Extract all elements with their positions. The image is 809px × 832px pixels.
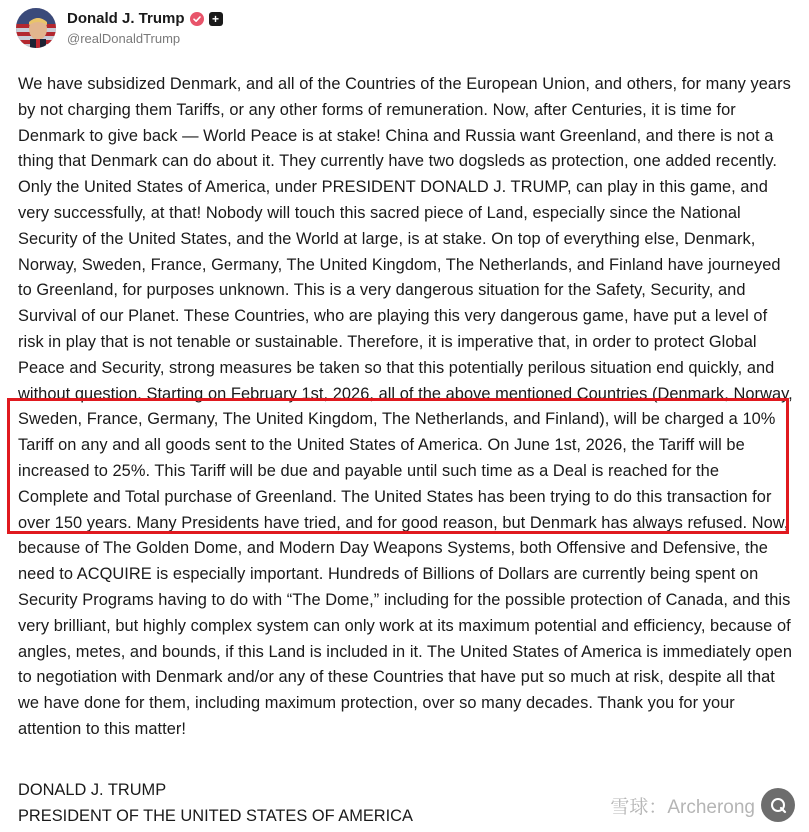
signature-title: PRESIDENT OF THE UNITED STATES OF AMERICA [18,806,413,825]
post-signature [18,778,413,830]
watermark-logo-icon [761,788,795,822]
watermark [610,788,795,822]
watermark-text: 雪球：Archerong [610,796,755,818]
post-body [18,72,793,743]
author-name[interactable]: Donald J. Trump [67,10,185,27]
plus-badge-icon: + [209,12,223,26]
avatar[interactable] [16,8,56,48]
signature-name: DONALD J. TRUMP [18,781,167,799]
post-header [16,8,223,48]
verified-badge-icon [190,12,204,26]
author-info [67,10,223,46]
avatar-image [16,8,56,48]
author-handle[interactable]: @realDonaldTrump [67,31,181,46]
post-text: We have subsidized Denmark, and all of the Countries of the European Union, and others, for many years by not charging them Tariffs, or any other forms of remuneration. Now, after Centuries, it is time for Denmark to give back — World Peace is at stake! China and Russia want Greenland, and there is not a thing that Denmark can do about it. They currently have two dogsleds as protection, one added recently. Only the United States of America, under PRESIDENT DONALD J. TRUMP, can play in this game, and very successfully, at that! Nobody will touch this sacred piece of Land, especially since the National Security of the United States, and the World at large, is at stake. On top of everything else, Denmark, Norway, Sweden, France, Germany, The United Kingdom, The Netherlands, and Finland have journeyed to Greenland, for purposes unknown. This is a very dangerous situation for the Safety, Security, and Survival of our Planet. These Countries, who are playing this very dangerous game, have put a level of risk in play that is not tenable or sustainable. Therefore, it is imperative that, in order to protect Global Peace and Security, strong measures be taken so that this potentially perilous situation end quickly, and without question. Starting on February 1st, 2026, all of the above mentioned Countries (Denmark, Norway, Sweden, France, Germany, The United Kingdom, The Netherlands, and Finland), will be charged a 10% Tariff on any and all goods sent to the United States of America. On June 1st, 2026, the Tariff will be increased to 25%. This Tariff will be due and payable until such time as a Deal is reached for the Complete and Total purchase of Greenland. The United States has been trying to do this transaction for over 150 years. Many Presidents have tried, and for good reason, but Denmark has always refused. Now, because of The Golden Dome, and Modern Day Weapons Systems, both Offensive and Defensive, the need to ACQUIRE is especially important. Hundreds of Billions of Dollars are currently being spent on Security Programs having to do with “The Dome,” including for the possible protection of Canada, and this very brilliant, but highly complex system can only work at its maximum potential and efficiency, because of angles, metes, and bounds, if this Land is included in it. The United States of America is immediately open to negotiation with Denmark and/or any of these Countries that have put so much at risk, despite all that we have done for them, including maximum protection, over so many decades. Thank you for your attention to this matter! [18,75,793,738]
author-name-row [67,10,223,27]
